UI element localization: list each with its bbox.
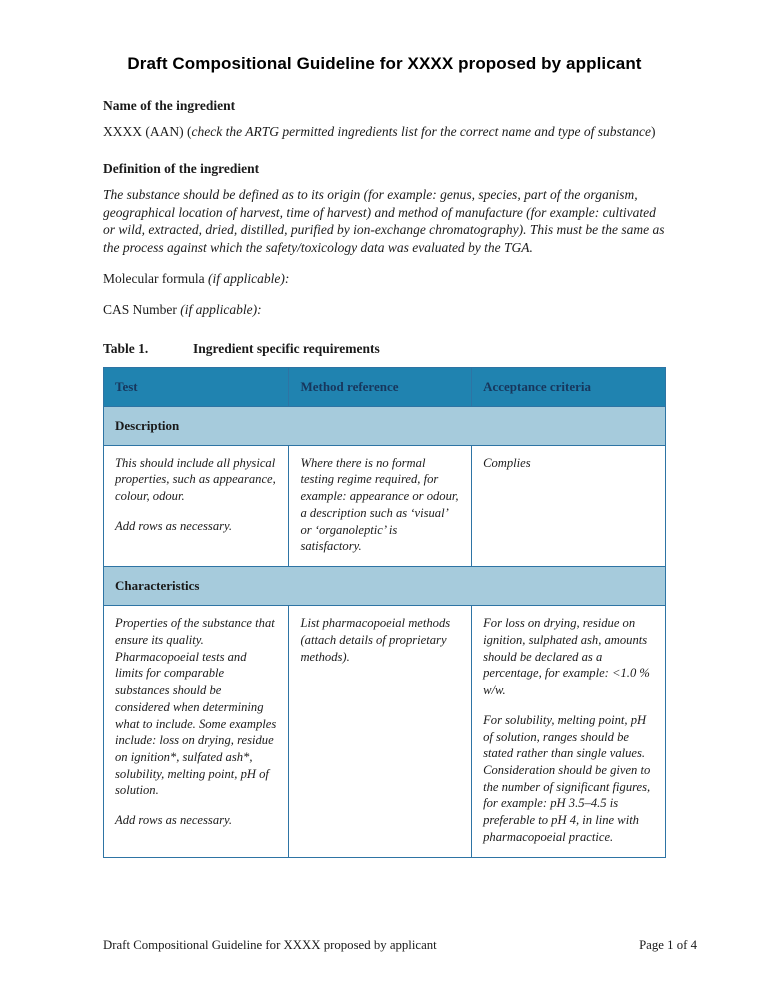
table-caption-title: Ingredient specific requirements: [193, 340, 380, 356]
column-header-acceptance-criteria: Acceptance criteria: [472, 367, 666, 406]
molecular-formula-qualifier: (if applicable):: [207, 271, 290, 287]
table-row-description: [104, 445, 666, 566]
cell-text: List pharmacopoeial methods (attach details of proprietary methods).: [300, 616, 451, 664]
cell-characteristics-method: [289, 606, 472, 858]
cell-text: This should include all physical properties, such as appearance, colour, odour.: [115, 455, 276, 504]
cell-characteristics-acceptance: [472, 606, 666, 858]
cell-description-test: [104, 445, 289, 566]
table-caption-number: Table 1.: [103, 340, 149, 356]
cell-text: Add rows as necessary.: [115, 813, 233, 828]
cell-text: For loss on drying, residue on ignition, sulphated ash, amounts should be declared as a percentage, for example: <1.0 % w/w.: [483, 616, 650, 698]
cell-text: Complies: [483, 455, 531, 470]
footer-page-number: Page 1 of 4: [639, 938, 697, 952]
table-header-row: [104, 367, 666, 406]
paragraph-ingredient-name: [103, 123, 666, 141]
section-row-description: [104, 406, 666, 445]
footer-document-title: Draft Compositional Guideline for XXXX proposed by applicant: [103, 938, 437, 952]
cell-text: For solubility, melting point, pH of solution, ranges should be stated rather than single values. Consideration should be given to the number of significant figures, for example: pH 3.5–4.5 is preferable to pH 4, in line with pharmacopoeial practice.: [483, 712, 651, 844]
text-run-regular: XXXX (AAN) (: [103, 124, 192, 139]
paragraph-definition: The substance should be defined as to its origin (for example: genus, species, part of the organism, geographical location of harvest, time of harvest) and method of manufacture (for example: cultivated or wild, extracted, dried, distilled, purified by ion-exchange chromatography). This must be the same as the process against which the safety/toxicology data was evaluated by the TGA.: [103, 186, 665, 256]
requirements-table: [103, 367, 666, 858]
table-row-characteristics: [104, 606, 666, 858]
page-footer: [103, 938, 697, 953]
cas-number-label: CAS Number: [103, 301, 181, 317]
column-header-test: Test: [104, 367, 289, 406]
section-row-characteristics: [104, 567, 666, 606]
paragraph-cas-number: [103, 301, 666, 319]
document-title: Draft Compositional Guideline for XXXX proposed by applicant: [127, 54, 642, 73]
molecular-formula-label: Molecular formula: [103, 271, 208, 287]
heading-definition-of-ingredient: Definition of the ingredient: [103, 160, 260, 176]
cell-description-acceptance: [472, 445, 666, 566]
cell-text: Add rows as necessary.: [115, 518, 233, 533]
cell-text: Properties of the substance that ensure its quality. Pharmacopoeial tests and limits for comparable substances should be considered when determining what to include. Some examples include: loss on drying, residue on ignition*, sulfated ash*, solubility, melting point, pH of solution.: [115, 616, 277, 798]
cell-characteristics-test: [104, 606, 289, 858]
cell-text: Where there is no formal testing regime required, for example: appearance or odour, a description such as ‘visual’ or ‘organoleptic’ is satisfactory.: [300, 455, 459, 554]
section-title-description: Description: [104, 406, 666, 445]
cas-number-qualifier: (if applicable):: [180, 301, 262, 317]
document-content: [103, 54, 666, 858]
cell-description-method: [289, 445, 472, 566]
text-run-close: ): [651, 124, 656, 139]
heading-name-of-ingredient: Name of the ingredient: [103, 98, 236, 113]
section-title-characteristics: Characteristics: [104, 567, 666, 606]
text-run-italic: check the ARTG permitted ingredients list for the correct name and type of substance: [191, 124, 652, 139]
column-header-method-reference: Method reference: [289, 367, 472, 406]
paragraph-molecular-formula: [103, 270, 666, 288]
table-caption: [103, 341, 666, 357]
